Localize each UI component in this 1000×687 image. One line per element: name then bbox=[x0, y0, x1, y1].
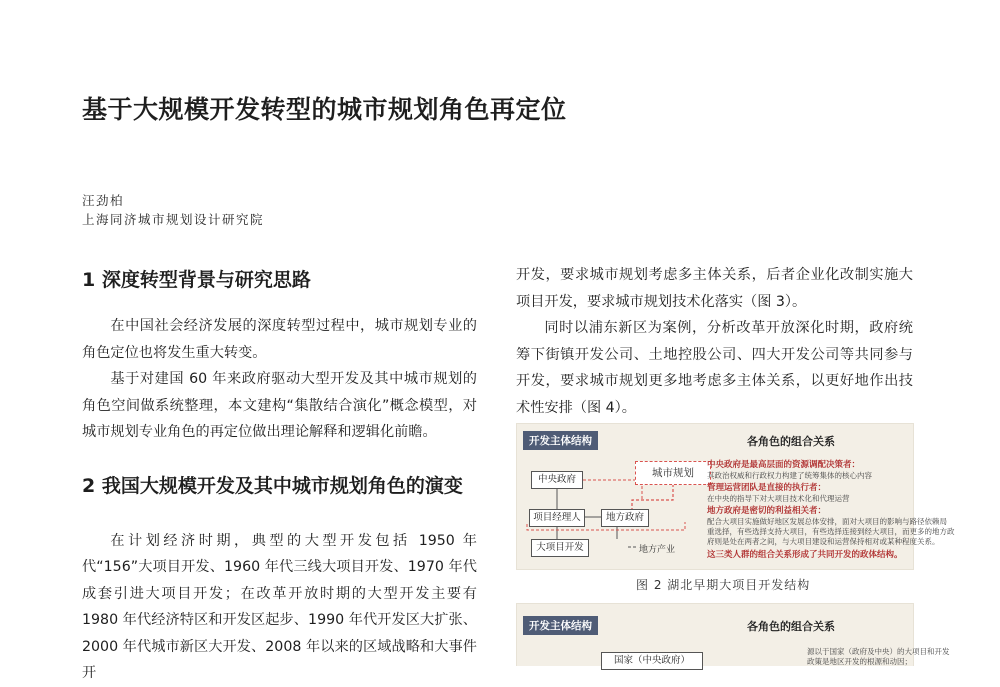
section-1-paragraph-1: 在中国社会经济发展的深度转型过程中，城市规划专业的角色定位也将发生重大转变。 bbox=[82, 318, 477, 361]
figure-2-note-9: 这三类人群的组合关系形成了共同开发的政体结构。 bbox=[707, 550, 903, 560]
figure-2-note-6: 配合大项目实施做好地区发展总体安排，面对大项目的影响与路径依赖局 bbox=[707, 517, 947, 526]
node-central-gov: 中央政府 bbox=[531, 471, 583, 489]
figure-2-note-4: 在中央的指导下对大项目技术化和代理运营 bbox=[707, 494, 850, 503]
section-1-paragraph-2: 基于对建国 60 年来政府驱动大型开发及其中城市规划的角色空间做系统整理，本文建构“集散结合演化”概念模型，对城市规划专业角色的再定位做出理论解释和逻辑化前瞻。 bbox=[82, 371, 477, 440]
figure-2-badge: 开发主体结构 bbox=[523, 431, 598, 450]
figure-2-note-7: 重选择，有些选择支持大项目，有些选择连接到经大项目，而更多的地方政 bbox=[707, 527, 955, 536]
author-affiliation: 上海同济城市规划设计研究院 bbox=[82, 212, 265, 227]
figure-2-note-3: 管理运营团队是直接的执行者： bbox=[707, 483, 827, 493]
figure-2-header: 各角色的组合关系 bbox=[747, 435, 835, 448]
figure-2-caption: 图 2 湖北早期大项目开发结构 bbox=[636, 578, 811, 592]
figure-2-note-5: 地方政府是密切的利益相关者： bbox=[707, 506, 827, 516]
node-big-project: 大项目开发 bbox=[531, 539, 589, 557]
figure-2-note-1: 中央政府是最高层面的资源调配决策者： bbox=[707, 460, 861, 470]
right-column bbox=[516, 262, 913, 421]
figure-3 bbox=[516, 603, 950, 666]
node-state: 国家（中央政府） bbox=[601, 652, 703, 670]
right-paragraph-1: 开发，要求城市规划考虑多主体关系，后者企业化改制实施大项目开发，要求城市规划技术化落实（图 3）。 bbox=[516, 267, 913, 310]
figure-3-note-2: 政策是地区开发的根源和动因； bbox=[807, 657, 912, 666]
node-project-manager: 项目经理人 bbox=[529, 509, 585, 527]
page-title: 基于大规模开发转型的城市规划角色再定位 bbox=[82, 95, 567, 124]
figure-2 bbox=[516, 423, 955, 570]
figure-3-header: 各角色的组合关系 bbox=[747, 620, 835, 633]
section-2-paragraph: 在计划经济时期，典型的大型开发包括 1950 年代“156”大项目开发、1960 年代三线大项目开发、1970 年代成套引进大项目开发；在改革开放时期的大型开发主要有 1980 年代经济特区和开发区起步、1990 年代开发区大扩张、2000 年代城市新区大开发、2008 年以来的区域战略和大事件开 bbox=[82, 532, 477, 681]
figure-3-note-1: 源以于国家（政府及中央）的大项目和开发 bbox=[807, 647, 950, 656]
node-local-gov: 地方政府 bbox=[601, 509, 649, 527]
figure-3-badge: 开发主体结构 bbox=[523, 616, 598, 635]
figure-2-note-2: 其政治权威和行政权力构建了统筹集体的核心内容 bbox=[707, 471, 872, 480]
section-2-heading: 2 我国大规模开发及其中城市规划角色的演变 bbox=[82, 474, 463, 497]
section-1-heading: 1 深度转型背景与研究思路 bbox=[82, 269, 311, 291]
node-local-industry: 地方产业 bbox=[639, 545, 676, 555]
node-city-planning: 城市规划 bbox=[635, 461, 711, 485]
left-column bbox=[82, 265, 477, 687]
figure-2-note-8: 府则是处在两者之间，与大项目建设和运营保持相对或某种程度关系。 bbox=[707, 537, 940, 546]
right-paragraph-2: 同时以浦东新区为案例，分析改革开放深化时期，政府统筹下街镇开发公司、土地控股公司、四大开发公司等共同参与开发，要求城市规划更多地考虑多主体关系，以更好地作出技术性安排（图 4）。 bbox=[516, 320, 913, 416]
author-name: 汪劲柏 bbox=[82, 193, 125, 208]
